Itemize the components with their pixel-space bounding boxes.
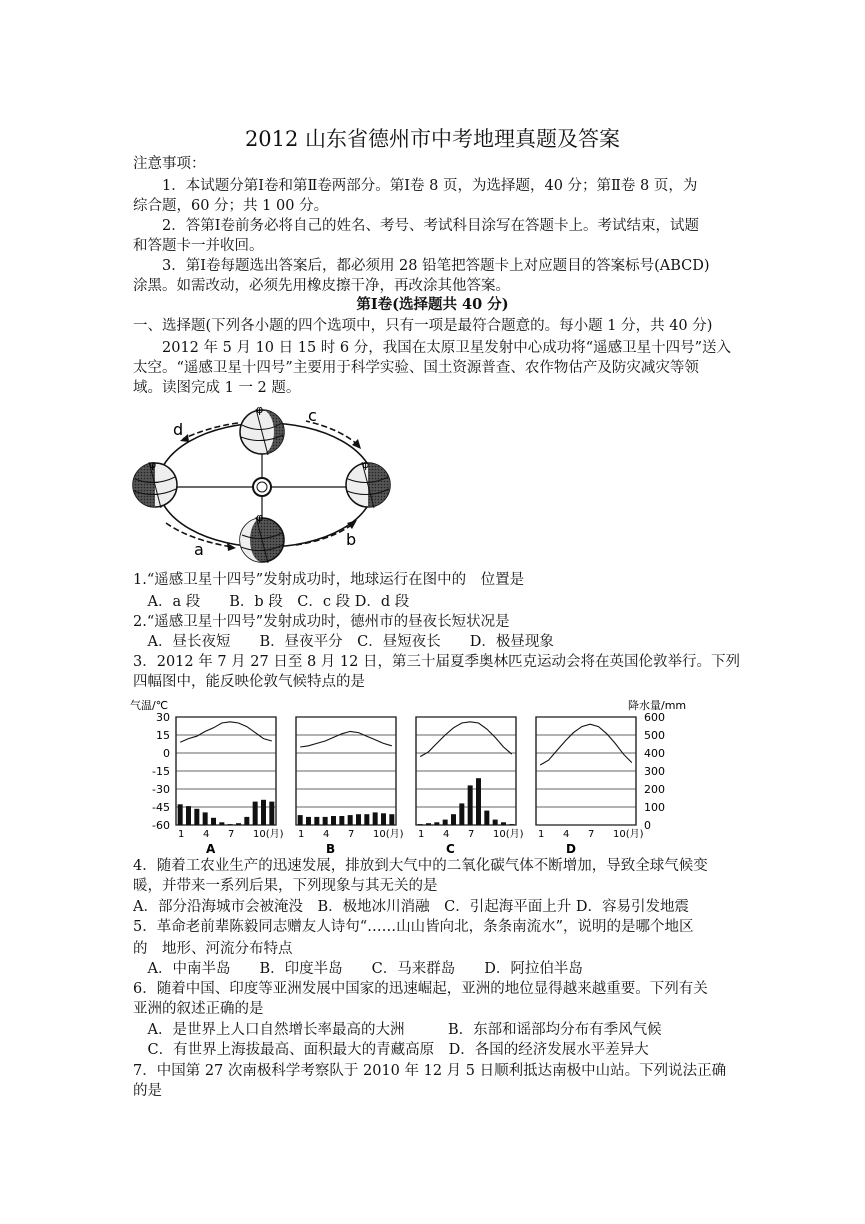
- month-tick-label: 7: [468, 829, 475, 840]
- precip-bar: [356, 814, 361, 825]
- right-axis-label: 降水量/mm: [628, 699, 687, 712]
- precip-bar: [493, 820, 498, 825]
- temp-tick-label: -60: [152, 819, 170, 832]
- question-1-options: A．a 段 B．b 段 C．c 段 D．d 段: [133, 594, 410, 610]
- precip-tick-label: 300: [644, 765, 665, 778]
- panel-label: A: [206, 842, 216, 856]
- pole-symbol: φ: [256, 405, 264, 416]
- precip-bar: [244, 817, 249, 825]
- segment-label-d: d: [173, 420, 184, 439]
- notice-header: 注意事项：: [133, 156, 206, 172]
- month-tick-label: 1: [178, 829, 185, 840]
- precip-bar: [381, 813, 386, 825]
- month-tick-label: 7: [228, 829, 235, 840]
- question-6-options: C．有世界上海拔最高、面积最大的青藏高原 D．各国的经济发展水平差异大: [133, 1042, 649, 1058]
- month-tick-label: 1: [298, 829, 305, 840]
- month-tick-label: 4: [443, 829, 450, 840]
- notice-line: 和答题卡一并收回。: [133, 238, 264, 254]
- question-2: 2.“遥感卫星十四号”发射成功时，德州市的昼夜长短状况是: [133, 614, 510, 630]
- precip-bar: [269, 802, 274, 825]
- section-title: 第Ⅰ卷(选择题共 40 分): [356, 296, 509, 313]
- question-5-options: A．中南半岛 B．印度半岛 C．马来群岛 D．阿拉伯半岛: [133, 961, 583, 977]
- question-6: 亚洲的叙述正确的是: [133, 1001, 264, 1017]
- precip-bar: [219, 822, 224, 825]
- precip-bar: [426, 823, 431, 825]
- precip-bar: [459, 803, 464, 825]
- month-tick-label: 7: [588, 829, 595, 840]
- precip-bar: [314, 817, 319, 825]
- question-2-options: A．昼长夜短 B．昼夜平分 C．昼短夜长 D．极昼现象: [133, 634, 554, 650]
- question-5: 的 地形、河流分布特点: [133, 941, 293, 957]
- precip-bar: [306, 817, 311, 825]
- page-title: 2012 山东省德州市中考地理真题及答案: [244, 127, 621, 151]
- pole-symbol: φ: [362, 458, 370, 471]
- precip-tick-label: 200: [644, 783, 665, 796]
- question-4-options: A．部分沿海城市会被淹没 B．极地冰川消融 C．引起海平面上升 D．容易引发地震: [133, 899, 689, 915]
- precip-bar: [501, 822, 506, 825]
- temp-tick-label: 15: [156, 729, 170, 742]
- month-tick-label: 10(月): [253, 829, 284, 840]
- notice-line: 2．答第Ⅰ卷前务必将自己的姓名、考号、考试科目涂写在答题卡上。考试结束，试题: [133, 218, 699, 234]
- question-7: 的是: [133, 1083, 162, 1099]
- question-5: 5．革命老前辈陈毅同志赠友人诗句“……山山皆向北，条条南流水”，说明的是哪个地区: [133, 919, 694, 935]
- precip-bar: [203, 812, 208, 825]
- precip-bar: [339, 816, 344, 825]
- temp-tick-label: 0: [163, 747, 170, 760]
- precip-tick-label: 500: [644, 729, 665, 742]
- climate-charts: [128, 697, 708, 857]
- month-tick-label: 4: [203, 829, 210, 840]
- temperature-curve: [420, 722, 512, 757]
- month-tick-label: 4: [323, 829, 330, 840]
- earth-orbit-diagram: [128, 405, 408, 565]
- question-3: 四幅图中，能反映伦敦气候特点的是: [133, 674, 365, 690]
- precip-bar: [373, 812, 378, 825]
- question-4: 暖，并带来一系列后果，下列现象与其无关的是: [133, 878, 438, 894]
- pole-symbol: φ: [256, 511, 264, 524]
- precip-bar: [348, 815, 353, 825]
- precip-bar: [468, 785, 473, 825]
- question-6-options: A．是世界上人口自然增长率最高的大洲 B．东部和谣部均分布有季风气候: [133, 1022, 662, 1038]
- precip-bar: [451, 814, 456, 825]
- precip-bar: [476, 778, 481, 825]
- temp-tick-label: -15: [152, 765, 170, 778]
- question-1: 1.“遥感卫星十四号”发射成功时，地球运行在图中的 位置是: [133, 572, 525, 588]
- precip-bar: [323, 817, 328, 825]
- intro-line: 域。读图完成 1 一 2 题。: [133, 380, 301, 396]
- precip-bar: [194, 809, 199, 825]
- panel-label: B: [326, 842, 336, 856]
- temperature-curve: [180, 722, 272, 742]
- segment-label-a: a: [194, 540, 204, 559]
- precip-bar: [228, 824, 233, 825]
- question-4: 4．随着工农业生产的迅速发展，排放到大气中的二氧化碳气体不断增加，导致全球气候变: [133, 858, 708, 874]
- notice-line: 综合题，60 分；共 1 00 分。: [133, 198, 329, 214]
- precip-bar: [298, 815, 303, 825]
- intro-line: 2012 年 5 月 10 日 15 时 6 分，我国在太原卫星发射中心成功将“遥感卫星十四号”送入: [133, 340, 732, 356]
- sun-icon: [253, 478, 271, 496]
- precip-tick-label: 100: [644, 801, 665, 814]
- pole-symbol: φ: [149, 458, 157, 471]
- precip-tick-label: 0: [644, 819, 651, 832]
- precip-tick-label: 400: [644, 747, 665, 760]
- precip-bar: [261, 800, 266, 825]
- notice-line: 涂黑。如需改动，必须先用橡皮擦干净，再改涂其他答案。: [133, 278, 510, 294]
- precip-bar: [509, 824, 514, 825]
- precip-bar: [434, 822, 439, 825]
- month-tick-label: 7: [348, 829, 355, 840]
- month-tick-label: 1: [538, 829, 545, 840]
- temperature-curve: [540, 724, 632, 765]
- month-tick-label: 10(月): [613, 829, 644, 840]
- question-7: 7．中国第 27 次南极科学考察队于 2010 年 12 月 5 日顺利抵达南极中山站。下列说法正确: [133, 1063, 727, 1079]
- precip-bar: [364, 814, 369, 825]
- temp-tick-label: -30: [152, 783, 170, 796]
- precip-bar: [331, 816, 336, 825]
- precip-bar: [236, 823, 241, 825]
- segment-label-b: b: [346, 530, 357, 549]
- month-tick-label: 10(月): [373, 829, 404, 840]
- notice-line: 1．本试题分第Ⅰ卷和第Ⅱ卷两部分。第Ⅰ卷 8 页，为选择题，40 分；第Ⅱ卷 8 页，为: [133, 178, 698, 194]
- precip-bar: [389, 814, 394, 825]
- left-axis-label: 气温/℃: [130, 699, 169, 712]
- notice-line: 3．第Ⅰ卷每题选出答案后，都必须用 28 铅笔把答题卡上对应题目的答案标号(ABCD): [133, 258, 710, 274]
- precip-bar: [211, 818, 216, 825]
- panel-label: C: [446, 842, 455, 856]
- temperature-curve: [300, 731, 392, 747]
- precip-bar: [418, 824, 423, 825]
- precip-tick-label: 600: [644, 711, 665, 724]
- precip-bar: [178, 804, 183, 825]
- precip-bar: [186, 806, 191, 825]
- temp-tick-label: -45: [152, 801, 170, 814]
- month-tick-label: 1: [418, 829, 425, 840]
- precip-bar: [443, 820, 448, 825]
- month-tick-label: 10(月): [493, 829, 524, 840]
- question-3: 3．2012 年 7 月 27 日至 8 月 12 日，第三十届夏季奥林匹克运动会将在英国伦敦举行。下列: [133, 654, 740, 670]
- question-6: 6．随着中国、印度等亚洲发展中国家的迅速崛起，亚洲的地位显得越来越重要。下列有关: [133, 981, 708, 997]
- intro-line: 太空。“遥感卫星十四号”主要用于科学实验、国土资源普查、农作物估产及防灾减灾等领: [133, 360, 699, 376]
- segment-label-c: c: [308, 406, 317, 425]
- precip-bar: [253, 802, 258, 825]
- panel-label: D: [566, 842, 576, 856]
- precip-bar: [484, 811, 489, 825]
- temp-tick-label: 30: [156, 711, 170, 724]
- month-tick-label: 4: [563, 829, 570, 840]
- part-one-instruction: 一、选择题(下列各小题的四个选项中，只有一项是最符合题意的。每小题 1 分，共 40 分): [133, 318, 713, 334]
